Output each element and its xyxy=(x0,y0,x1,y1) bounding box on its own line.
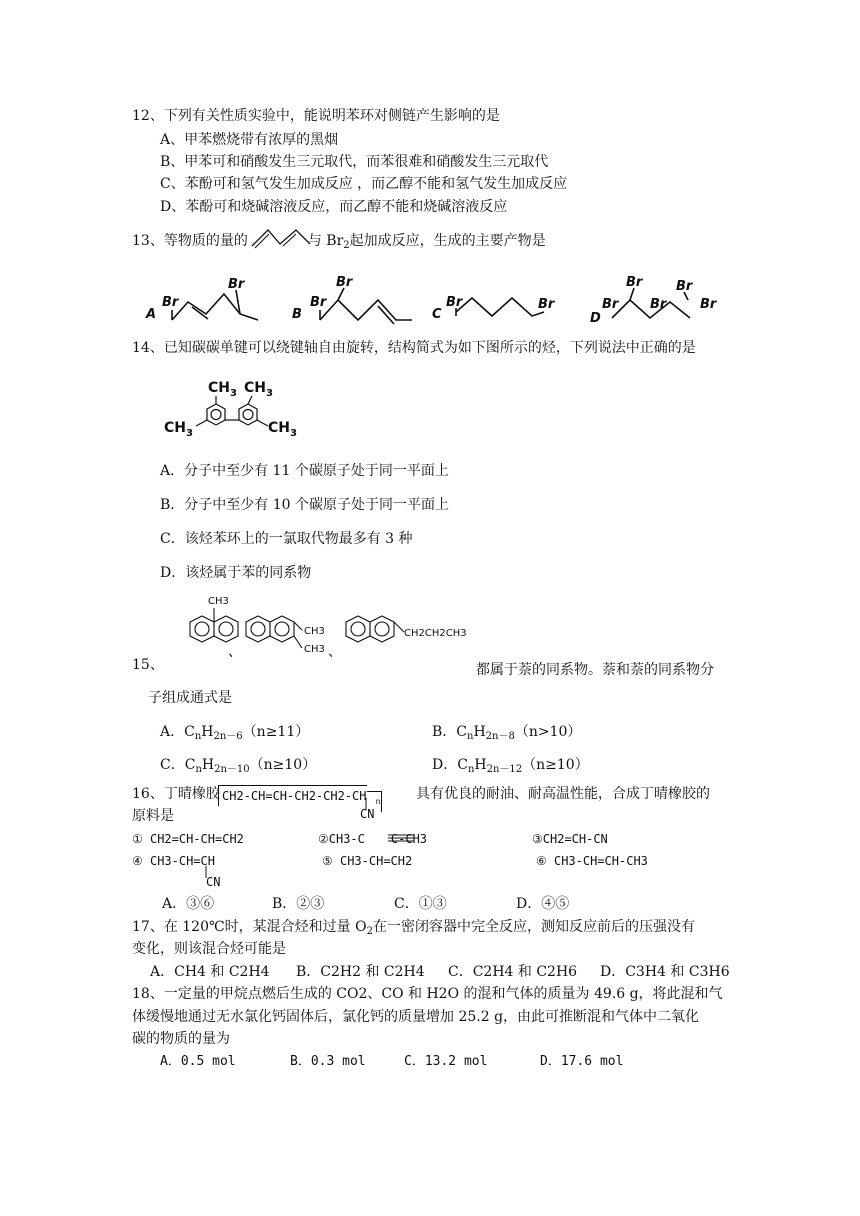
butadiene-structure xyxy=(250,226,312,250)
q15-ch3-3: CH3 xyxy=(304,644,325,655)
q16-option-b: B．②③ xyxy=(272,896,325,912)
q13-label-d: D xyxy=(590,311,601,326)
q13-b-br1: Br xyxy=(310,295,327,310)
q15-stem-line2: 子组成通式是 xyxy=(148,690,232,706)
q14-ch3-top-right: CH xyxy=(244,380,266,396)
q14-option-c: C．该烃苯环上的一氯取代物最多有 3 种 xyxy=(160,531,413,547)
q16-raw-2: ②CH3-C C-CH3 xyxy=(318,832,428,846)
q18-option-c: C．13.2 mol xyxy=(404,1054,488,1069)
q16-triple-bond xyxy=(388,832,414,844)
q15-naphthalene-structures xyxy=(176,592,476,662)
q12-option-b: B、甲苯可和硝酸发生三元取代，而苯很难和硝酸发生三元取代 xyxy=(160,154,549,170)
q16-raw-5: ⑤ CH3-CH=CH2 xyxy=(322,854,413,868)
q13-label-a: A xyxy=(146,307,157,322)
q14-option-a: A．分子中至少有 11 个碳原子处于同一平面上 xyxy=(160,463,449,479)
q15-stem-tail: 都属于萘的同系物。萘和萘的同系物分 xyxy=(476,662,714,678)
q16-polymer-cn: CN xyxy=(360,807,375,821)
q18-option-d: D．17.6 mol xyxy=(540,1054,624,1069)
q14-stem: 14、已知碳碳单键可以绕键轴自由旋转，结构简式为如下图所示的烃，下列说法中正确的是 xyxy=(132,340,696,356)
q17-stem: 17、在 120℃时，某混合烃和过量 $O_2$在一密闭容器中完全反应，测知反应前后的压强没有 xyxy=(132,919,695,937)
svg-text:CH3: $CH_3$ xyxy=(268,420,297,439)
q16-polymer-formula: CH2-CH=CH-CH2-CH2-CH n xyxy=(218,785,382,812)
q16-raw-3: ③CH2=CH-CN xyxy=(532,832,608,846)
q16-raw-1: ① CH2=CH-CH=CH2 xyxy=(132,832,244,846)
svg-text:CH3: $CH_3$ xyxy=(208,380,237,399)
q14-option-b: B．分子中至少有 10 个碳原子处于同一平面上 xyxy=(160,497,450,513)
q16-stem-pre: 16、丁晴橡胶 xyxy=(132,786,220,802)
q16-raw-6: ⑥ CH3-CH=CH-CH3 xyxy=(536,854,648,868)
q15-ch3-1: CH3 xyxy=(208,596,229,607)
q18-line1: 18、一定量的甲烷点燃后生成的 CO2、CO 和 H2O 的混和气体的质量为 49.6 g，将此混和气 xyxy=(132,986,723,1002)
q17-option-a: A．CH4 和 C2H4 xyxy=(150,964,270,980)
q13-d-br2: Br xyxy=(626,275,643,290)
q18-option-a: A．0.5 mol xyxy=(160,1054,236,1069)
q13-c-br1: Br xyxy=(446,295,463,310)
q13-a-br2: Br xyxy=(228,277,245,292)
q13-d-br3: Br xyxy=(650,297,667,312)
q18-line2: 体缓慢地通过无水氯化钙固体后，氯化钙的质量增加 25.2 g，由此可推断混和气体中二氧化 xyxy=(132,1009,700,1025)
q17-stem-line2: 变化，则该混合烃可能是 xyxy=(132,941,286,957)
q12-stem: 12、下列有关性质实验中，能说明苯环对侧链产生影响的是 xyxy=(132,108,500,124)
svg-text:CH3: $CH_3$ xyxy=(244,380,273,399)
q13-d-br5: Br xyxy=(700,297,717,312)
q17-option-d: D．C3H4 和 C3H6 xyxy=(600,964,730,980)
q16-stem-post: 具有优良的耐油、耐高温性能，合成丁晴橡胶的 xyxy=(416,786,710,802)
q14-ch3-top-left: CH xyxy=(208,380,230,396)
q16-option-a: A．③⑥ xyxy=(162,896,215,912)
q15-number: 15、 xyxy=(132,657,164,673)
q15-ch3-2: CH3 xyxy=(304,626,325,637)
q15-option-d: D．$C_nH_{2n-12}(n\ge 10)$ xyxy=(432,757,589,775)
q15-option-c: C．$C_nH_{2n-10}(n\ge 10)$ xyxy=(160,757,317,775)
q13-a-br1: Br xyxy=(162,295,179,310)
q12-option-c: C、苯酚可和氢气发生加成反应 ，而乙醇不能和氢气发生加成反应 xyxy=(160,176,568,192)
svg-text:CH3: $CH_3$ xyxy=(164,420,193,439)
q15-option-a: A．$C_nH_{2n-6}(n\ge 11)$ xyxy=(160,724,310,742)
q12-option-d: D、苯酚可和烧碱溶液反应，而乙醇不能和烧碱溶液反应 xyxy=(160,199,508,215)
q18-option-b: B．0.3 mol xyxy=(290,1054,366,1069)
q12-option-a: A、甲苯燃烧带有浓厚的黑烟 xyxy=(160,132,339,148)
q14-ch3-left: CH xyxy=(164,420,186,436)
q15-sep-2: 、 xyxy=(328,644,342,660)
q15-propyl: CH2CH2CH3 xyxy=(404,628,467,639)
q16-stem-line2: 原料是 xyxy=(132,808,174,824)
q15-option-b: B．$C_nH_{2n-8}(n>10)$ xyxy=(432,724,582,742)
q16-raw-4: ④ CH3-CH=CH xyxy=(132,854,216,868)
q17-option-c: C．C2H4 和 C2H6 xyxy=(448,964,578,980)
q13-label-c: C xyxy=(432,307,442,322)
q13-c-br2: Br xyxy=(538,297,555,312)
q13-d-br4: Br xyxy=(676,279,693,294)
q16-option-c: C．①③ xyxy=(394,896,447,912)
q13-stem: 13、等物质的量的 与 $Br_2$起加成反应，生成的主要产物是 xyxy=(132,233,546,251)
q13-option-structures xyxy=(140,270,740,332)
q17-option-b: B．C2H2 和 C2H4 xyxy=(296,964,425,980)
q13-label-b: B xyxy=(292,307,302,322)
q14-ch3-right: CH xyxy=(268,420,290,436)
q18-line3: 碳的物质的量为 xyxy=(132,1031,230,1047)
q16-raw-4-cn: CN xyxy=(206,875,221,889)
q15-sep-1: 、 xyxy=(228,644,242,660)
q13-d-br1: Br xyxy=(602,297,619,312)
q16-option-d: D．④⑤ xyxy=(516,896,570,912)
q14-option-d: D．该烃属于苯的同系物 xyxy=(160,565,312,581)
q14-biphenyl-structure xyxy=(162,374,302,440)
q13-b-br2: Br xyxy=(336,275,353,290)
